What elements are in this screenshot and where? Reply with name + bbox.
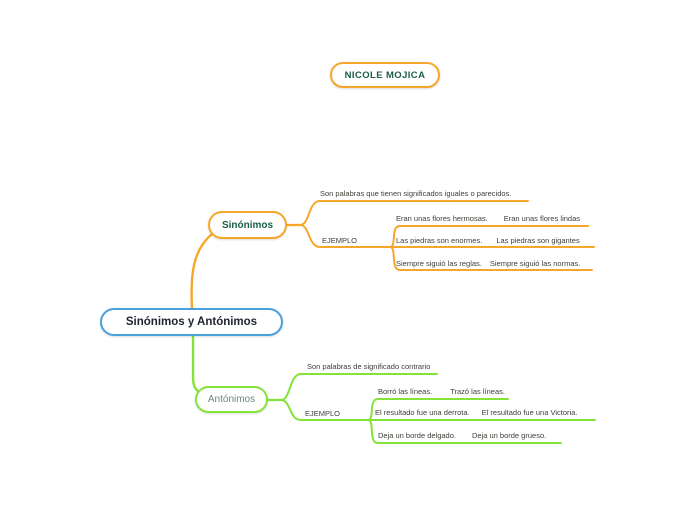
author-node[interactable]: NICOLE MOJICA [330, 62, 440, 88]
connector-root-synonyms [192, 234, 212, 308]
example-sentence: Las piedras son gigantes [496, 236, 580, 245]
synonyms-example-2[interactable] [396, 236, 580, 245]
antonyms-example-2[interactable] [375, 408, 577, 417]
example-sentence: Trazó las líneas. [450, 387, 505, 396]
example-sentence: Siempre siguió las reglas. [396, 259, 482, 268]
synonyms-definition[interactable]: Son palabras que tienen significados iguales o parecidos. [320, 189, 512, 198]
example-sentence: El resultado fue una Victoria. [481, 408, 578, 417]
synonyms-example-1[interactable] [396, 214, 580, 223]
example-sentence: Eran unas flores hermosas. [396, 214, 488, 223]
antonyms-example-3[interactable] [378, 431, 546, 440]
example-sentence: Las piedras son enormes. [396, 236, 483, 245]
antonyms-example-1[interactable] [378, 387, 505, 396]
antonyms-definition[interactable]: Son palabras de significado contrario [307, 362, 431, 371]
root-node[interactable]: Sinónimos y Antónimos [100, 308, 283, 336]
example-sentence: Siempre siguió las normas. [489, 259, 581, 268]
example-sentence: Deja un borde grueso. [471, 431, 547, 440]
connector-root-antonyms [193, 336, 201, 393]
example-sentence: Eran unas flores lindas [503, 214, 581, 223]
example-sentence: Borró las líneas. [378, 387, 433, 396]
example-sentence: El resultado fue una derrota. [375, 408, 470, 417]
example-sentence: Deja un borde delgado. [378, 431, 456, 440]
synonyms-ejemplo-label[interactable]: EJEMPLO [322, 236, 358, 245]
antonyms-node[interactable]: Antónimos [195, 386, 268, 413]
synonyms-example-3[interactable] [396, 259, 580, 268]
antonyms-ejemplo-label[interactable]: EJEMPLO [305, 409, 341, 418]
synonyms-node[interactable]: Sinónimos [208, 211, 287, 239]
